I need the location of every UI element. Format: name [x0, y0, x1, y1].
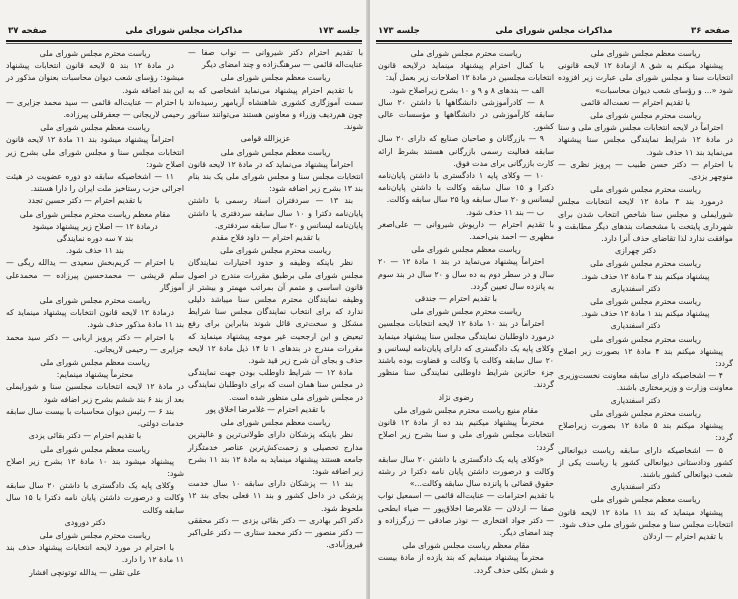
header-rule — [6, 40, 362, 42]
signature-line: دکتر اسفندیاری — [610, 395, 661, 405]
addressee-heading: ریاست محترم مجلس شورای ملی — [590, 297, 701, 307]
paragraph: احتراماً در لایحه انتخابات مجلس شورای ملی و سنا در مادهٔ ۱۲ شرایط نمایندگی مجلس سنا پیشنهاد می‌نماید بند ۱۱ حذف شود. — [558, 123, 733, 157]
paragraph: پیشنهاد میکنم بند ۵ مادهٔ ۱۲ بصورت زیراصلاح گردد: — [558, 421, 733, 443]
addressee-heading: ریاست معظم مجلس شورای ملی — [590, 49, 701, 58]
paragraph: با احترام — عنایت‌اله قائمی — سید محمد جزایری — رحیمی لاریجانی — جعفرقلی پیرزاده. — [6, 97, 184, 120]
header-rule-thin — [6, 43, 362, 44]
paragraph: با تقدیم احترام — اردلان — [642, 531, 723, 541]
paragraph: احتراماً در بند ۱۰ مادهٔ ۱۲ لایحه انتخابات مجلسین درمورد داوطلبان نمایندگی مجلس سنا پیشنهاد مینماید وکلای پایه یک دادگستری که دارای پایان‌نامه لیسانس و ۲۰ سال سابقه وکالت یا وکالت و قضاوت بوده باشند جزء حائزین شرایط داوطلبی نمایندگی سنا منظور گردند. — [378, 319, 554, 390]
paragraph: پیشنهاد میکنم به شق ۸ ازمادهٔ ۱۲ لایحه قانونی انتخابات سنا و مجلس شورای ملی عبارت زیر افزوده شود «... و رؤسای شعب دیوان محاسبات» — [558, 61, 733, 95]
addressee-heading: مقام منیع ریاست محترم مجلس شورای ملی — [394, 405, 538, 415]
signature-line: با تقدیم احترام — دکتر حسین تجدد — [27, 196, 143, 206]
paragraph: پیشنهاد میشود بند ۱۰ مادهٔ ۱۲ بشرح زیر اصلاح شود: — [6, 456, 184, 478]
addressee-heading: ریاست معظم مجلس شورای ملی — [40, 358, 150, 368]
paragraph: پیشنهاد میکنم بند ۳ مادهٔ ۱۲ حذف شود. — [581, 271, 710, 281]
header-title: مذاکرات مجلس شورای ملی — [125, 26, 243, 36]
paragraph: الف — بندهای ۸ و ۹ و ۱۰ بشرح زیراصلاح شود. — [389, 85, 544, 95]
paragraph: با کمال احترام پیشنهاد مینماید درلایحه قانون انتخابات مجلسین در مادهٔ ۱۲ اصلاحات زیر بعمل آید: — [378, 61, 554, 83]
paragraph: پیشنهاد میکنم بند ۱ مادهٔ ۱۲ حذف شود. — [581, 309, 710, 319]
addressee-heading: ریاست معظم مجلس شورای ملی — [220, 73, 331, 83]
paragraph: احتراماً پیشنهاد میشود بند ۱۱ مادهٔ ۱۲ لایحه قانون انتخابات مجلس سنا و مجلس شورای ملی بشرح زیر اصلاح شود: — [6, 135, 184, 169]
paragraph: احتراماً پیشنهاد می‌نماید که در مادهٔ ۱۲ لایحه قانون انتخابات مجلس سنا و مجلس شورای ملی یک بند بنام بند ۱۳ بشرح زیر اضافه شود: — [188, 159, 363, 194]
signature-line: دکتر اسفندیاری — [610, 321, 661, 331]
paragraph: ۱۰ — وکلای پایه ۱ دادگستری با داشتن پایان‌نامه دکترا و ۱۵ سال سابقه وکالت با داشتن پایان‌نامه لیسانس و ۲۰ سال سابقه ویا ۲۵ سال سابقه وکالت. — [378, 171, 554, 205]
addressee-heading: ریاست محترم مجلس شورای ملی — [39, 49, 151, 58]
addressee-heading: ریاست معظم مجلس شورای ملی — [220, 147, 331, 157]
left-page — [0, 0, 368, 599]
paragraph: با تقدیم احترام پیشنهاد می‌نماید اشخاصی که به سمت آموزگاری کشوری شاهنشاه آریامهر رسیده‌اند چون هم‌ردیف وزراء و معاونین هستند می‌توانند سناتور شوند. — [188, 85, 363, 132]
paragraph: پیشنهاد مینماید که بند ۱۱ مادهٔ ۱۲ لایحه قانون انتخابات مجلس سنا و مجلس شورای ملی حذف شود. — [558, 507, 733, 529]
addressee-heading: ریاست محترم مجلس شورای ملی — [590, 408, 701, 418]
paragraph: محترماً پیشنهاد مینمایم: — [56, 370, 134, 380]
header-session: جلسه ۱۷۳ — [318, 26, 360, 36]
paragraph: با احترام — دکتر حسن طبیب — پرویز نظری — منوچهر یزدی. — [558, 159, 733, 182]
paragraph: محترماً پیشنهاد مینمایم که بند یازده از مادهٔ بیست و شش بکلی حذف گردد. — [378, 553, 554, 575]
addressee-heading: ریاست محترم مجلس شورای ملی — [590, 334, 701, 344]
addressee-heading: ریاست محترم مجلس شورای ملی — [590, 111, 701, 121]
page-header — [378, 26, 730, 38]
addressee-heading: ریاست محترم مجلس شورای ملی — [220, 246, 331, 256]
signature-line: دکتر اسفندیاری — [610, 482, 661, 492]
paragraph: با احترام — کریم‌بخش سعیدی — یدالله ریگی — سلم قریشی — محمدحسین پیرزاده — محمدعلی آموزگار — [6, 258, 184, 292]
paragraph: بند ۱۳ — سردفتران اسناد رسمی با داشتن پایان‌نامه دکترا و ۱۰ سال سابقه سردفتری یا داشتن پایان‌نامه لیسانس و ۲۰ سال سابقه سردفتری. — [188, 196, 363, 230]
addressee-heading: ریاست معظم مجلس شورای ملی — [40, 123, 150, 133]
paragraph: در مادهٔ ۱۲ بند ۵ لایحه قانون انتخابات پیشنهاد میشود: رؤسای شعب دیوان محاسبات بعنوان مذکور در این بند اضافه شود. — [6, 61, 184, 95]
paragraph: مادهٔ ۱۲ — شرایط داوطلب بودن جهت نمایندگی در مجلس سنا همان است که برای داوطلبان نمایندگی در مجلس شورای ملی منظور شده است. — [188, 368, 363, 402]
paragraph: با احترام در مورد لایحه انتخابات پیشنهاد حذف بند ۱۱ مادهٔ ۱۲ را دارد. — [6, 543, 184, 565]
paragraph: با احترام — دکتر پرویز اربابی — دکتر سید محمد جزایری — رحیمی لاریجانی. — [6, 332, 184, 354]
paragraph: در مادهٔ ۱۲ لایحه انتخابات مجلسین سنا و شورایملی بعد از بند ۶ بند ششم بشرح زیر اضافه شود — [6, 382, 184, 404]
paragraph: محترماً پیشنهاد میکنیم بند ده از مادهٔ ۱۲ قانون انتخابات مجلس شورای ملی و سنا بشرح زیر اصلاح گردد: — [378, 418, 554, 452]
paragraph: بند ۱۱ حذف شود. — [66, 246, 124, 256]
addressee-heading: ریاست معظم مجلس شورای ملی — [40, 444, 150, 454]
paragraph: درمادهٔ ۱۲ — اصلاح زیر پیشنهاد میشود — [32, 221, 158, 231]
addressee-heading: ریاست معظم مجلس شورای ملی — [220, 418, 331, 428]
addressee-heading: ریاست محترم مجلس شورای ملی — [410, 49, 522, 58]
signature-line: با تقدیم احترام — نعمت‌اله قائمی — [580, 97, 691, 107]
paragraph: بند ۷ سه دوره نمایندگی — [56, 234, 134, 244]
addressee-heading: ریاست محترم مجلس شورای ملی — [590, 259, 701, 269]
signature-line: با تقدیم احترام — دکتر بقائی یزدی — [28, 431, 142, 441]
paragraph: دکتر اکبر بهادری — دکتر بقائی یزدی — دکتر محققی — دکتر منصور — دکتر محمد ستاری — دکتر علی‌اکبر فیروزآبادی. — [188, 515, 363, 550]
addressee-heading: ریاست معظم مجلس شورای ملی — [411, 245, 521, 255]
paragraph: احتراماً پیشنهاد می‌نماید در بند ۱ مادهٔ ۱۲ — ۲۰ سال و در سطر دوم به ده سال و ۲۰ سال در بند سوم به پانزده سال تعیین گردد. — [378, 257, 554, 291]
addressee-heading: مقام معظم ریاست مجلس شورای ملی — [402, 541, 530, 551]
paragraph: ۸ — کادرآموزشی دانشگاهها با داشتن ۲۰ سال سابقه کارآموزشی در دانشگاهها و مؤسسات عالی کشور. — [378, 97, 554, 132]
text-column-left — [6, 47, 184, 579]
paragraph: وکلای پایه یک دادگستری با داشتن ۲۰ سال سابقه وکالت و درصورت داشتن پایان نامه دکترا با ۱۵ سال سابقه وکالت — [6, 481, 184, 515]
header-page-number: صفحه ۳۷ — [8, 26, 47, 36]
signature-line: با تقدیم احترام — داود فلاح مقدم — [211, 233, 320, 243]
addressee-heading: ریاست محترم مجلس شورای ملی — [39, 530, 151, 540]
addressee-heading: مقام معظم ریاست محترم مجلس شورای ملی — [19, 209, 171, 219]
signature-line: دکتر اسفندیاری — [610, 283, 661, 293]
page-header — [8, 26, 360, 38]
header-title: مذاکرات مجلس شورای ملی — [495, 26, 613, 36]
text-column-right — [558, 47, 733, 543]
signature-line: با تقدیم احترام — جندقی — [415, 294, 497, 304]
addressee-heading: ریاست محترم مجلس شورای ملی — [410, 307, 522, 317]
addressee-heading: ریاست محترم مجلس شورای ملی — [590, 185, 701, 195]
signature-line: رضوی نژاد — [438, 392, 474, 402]
right-page — [370, 0, 738, 599]
paragraph: درمورد بند ۳ مادهٔ ۱۲ لایحه انتخابات مجلس شورایملی و مجلس سنا شاخص انتخاب شدن برای شهرداری پایتخت با مشخصات بندهای دیگر مطابقت و موافقت ندارد لذا تقاضای حذف آنرا دارد. — [558, 197, 733, 244]
addressee-heading: ریاست محترم مجلس شورای ملی — [39, 296, 151, 306]
paragraph: ۴ — اشخاصیکه دارای سابقه معاونت نخست‌وزیری معاونت وزارت و وزیرمختاری باشند. — [558, 371, 733, 393]
signature-line: دکتر دورودی — [64, 517, 106, 527]
paragraph: ۵ — اشخاصیکه دارای سابقه ریاست دیوانعالی کشور ودادستانی دیوانعالی کشور یا ریاست یکی از شعب دیوانعالی کشور باشند. — [558, 445, 733, 479]
signature-line: علی تقلی — یدالله توتونچی افشار — [29, 567, 141, 577]
paragraph: بند ۶ — رئیس دیوان محاسبات با بیست سال سابقه خدمات دولتی. — [6, 406, 184, 429]
paragraph: پیشنهاد میکنم بند ۴ مادهٔ ۱۲ بصورت زیر اصلاح گردد: — [558, 346, 733, 369]
addressee-heading: ریاست معظم مجلس شورای ملی — [590, 495, 701, 505]
paragraph: نظر باینکه پزشکان دارای طولانی‌ترین و عالیترین مدارج تحصیلی و زحمت‌کش‌ترین عناصر خدمتگزار جامعه هستند پیشنهاد مینماید به مادهٔ ۱۲ بند ۱۱ بشرح زیر اضافه شود: — [188, 430, 363, 476]
paragraph: ۱۱ — اشخاصیکه سابقه دو دوره عضویت در هیئت اجرائی حزب رستاخیز ملت ایران را دارا هستند. — [6, 172, 184, 194]
signature-line: با تقدیم احترام — غلامرضا اخلاق پور — [205, 404, 326, 414]
paragraph: ۹ — بازرگانان و صاحبان صنایع که دارای ۲۰ سال سابقه فعالیت رسمی بازرگانی هستند بشرط ارائه کارت بازرگانی برای مدت فوق. — [378, 134, 554, 168]
paragraph: با تقدیم احترامات — عنایت‌اله قائمی — اسمعیل نواب صفا — اردلان — غلامرضا اخلاق‌پور — ضیاء ابطحی — دکتر جواد افتخاری — نوذر صادقی — زرگرزاده و چند امضای دیگر. — [378, 491, 554, 537]
header-rule-thin — [376, 43, 732, 44]
text-column-right — [188, 47, 363, 551]
paragraph: ب — بند ۱۱ حذف شود. — [465, 207, 544, 217]
signature-line: عزیزالله قوامی — [240, 134, 291, 144]
signature-line: دکتر چهرازی — [614, 246, 657, 256]
text-column-left — [378, 47, 554, 577]
paragraph: بند ۱۱ — پزشکان دارای سابقه ۱۰ سال خدمت پزشکی در داخل کشور و بند ۱۱ فعلی بجای بند ۱۲ ملحوظ شود. — [188, 479, 364, 513]
header-session: جلسه ۱۷۳ — [378, 26, 420, 36]
header-rule — [376, 40, 732, 42]
paragraph: با تقدیم احترام — داریوش شیروانی — علی‌اصغر مظهری — احمد بنی‌احمد. — [378, 219, 554, 242]
paragraph: درمادهٔ ۱۲ لایحه قانون انتخابات پیشنهاد مینماید که بند ۱۱ مادهٔ مذکور حذف شود. — [6, 308, 184, 330]
paragraph: با تقدیم احترام دکتر شیروانی — نواب صفا — عنایت‌اله قائمی — سرهنگ‌زاده و چند امضای دیگر — [188, 48, 363, 70]
paragraph: «وکلای پایه یک دادگستری با داشتن ۲۰ سال سابقه وکالت و درصورت داشتن پایان نامه دکترا در رشته حقوق قضائی با پانزده سال سابقه وکالت...» — [378, 454, 554, 489]
paragraph: نظر باینکه وظیفه و حدود اختیارات نمایندگان مجلس شورای ملی برطبق مقررات مندرج در اصول قانون اساسی و متمم آن بمراتب مهمتر و بیشتر از وظیفه نمایندگان محترم مجلس سنا میباشد دلیلی ندارد که برای انتخاب نمایندگان مجلس سنا شرایط مشکل و سخت‌تری قائل شوند بنابراین برای رفع تبعیض و این ارجحیت غیر موجه پیشنهاد مینماید که مقررات مندرج در بندهای ۱ تا ۱۴ ذیل مادهٔ ۱۲ لایحه حذف و بجای آن شرح زیر قید شود. — [188, 258, 364, 366]
header-page-number: صفحه ۳۶ — [691, 26, 730, 36]
